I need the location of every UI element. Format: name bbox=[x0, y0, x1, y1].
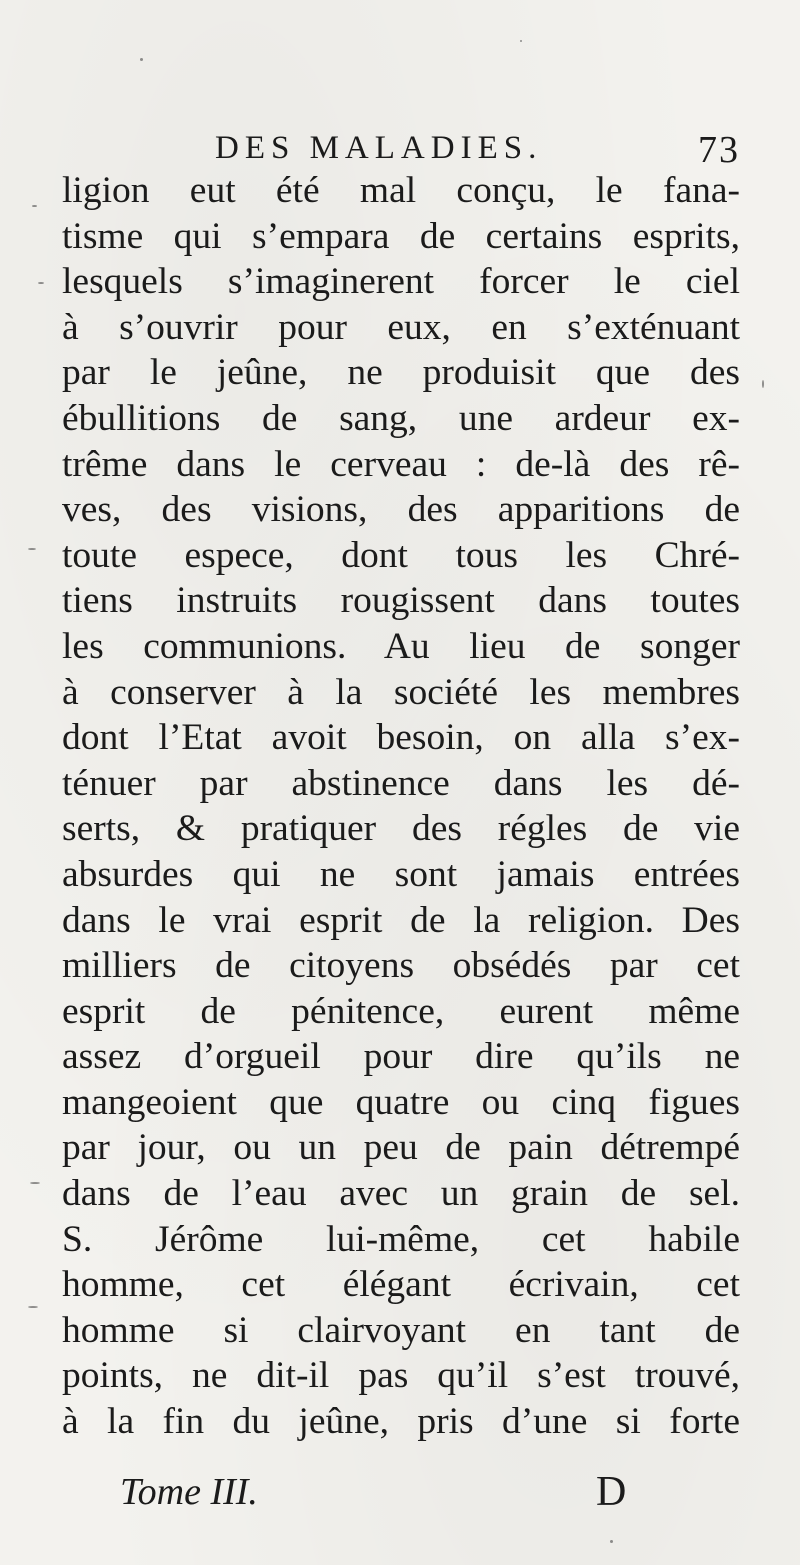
text-line: homme si clairvoyant en tant de bbox=[62, 1309, 740, 1351]
text-line: ténuer par abstinence dans les dé- bbox=[62, 762, 740, 804]
ink-speck bbox=[32, 205, 37, 207]
ink-speck bbox=[38, 282, 44, 284]
text-line: homme, cet élégant écrivain, cet bbox=[62, 1264, 740, 1306]
text-line: par le jeûne, ne produisit que des bbox=[62, 352, 740, 394]
text-line: ébullitions de sang, une ardeur ex- bbox=[62, 397, 740, 439]
text-line: ligion eut été mal conçu, le fana- bbox=[62, 170, 740, 211]
text-line: dans de l’eau avec un grain de sel. bbox=[62, 1173, 740, 1215]
text-line: à la fin du jeûne, pris d’une si forte bbox=[62, 1401, 740, 1443]
ink-speck bbox=[30, 1182, 40, 1184]
signature-mark: D bbox=[596, 1469, 627, 1515]
page-footer bbox=[120, 1470, 640, 1520]
text-line: esprit de pénitence, eurent même bbox=[62, 990, 740, 1032]
ink-speck bbox=[140, 58, 143, 61]
ink-speck bbox=[28, 548, 36, 550]
text-line: par jour, ou un peu de pain détrempé bbox=[62, 1127, 740, 1169]
text-line: lesquels s’imaginerent forcer le ciel bbox=[62, 261, 740, 303]
text-line: S. Jérôme lui-même, cet habile bbox=[62, 1218, 740, 1260]
text-line: mangeoient que quatre ou cinq figues bbox=[62, 1081, 740, 1123]
text-line: tiens instruits rougissent dans toutes bbox=[62, 580, 740, 622]
text-line: les communions. Au lieu de songer bbox=[62, 625, 740, 667]
text-line: trême dans le cerveau : de-là des rê- bbox=[62, 443, 740, 485]
text-line: dont l’Etat avoit besoin, on alla s’ex- bbox=[62, 717, 740, 759]
text-line: milliers de citoyens obsédés par cet bbox=[62, 945, 740, 987]
text-line: à conserver à la société les membres bbox=[62, 671, 740, 713]
ink-speck bbox=[762, 380, 764, 388]
ink-speck bbox=[610, 1540, 613, 1543]
text-line: toute espece, dont tous les Chré- bbox=[62, 534, 740, 576]
running-title: DES MALADIES. bbox=[215, 130, 543, 166]
volume-label: Tome III. bbox=[120, 1471, 258, 1513]
ink-speck bbox=[28, 1306, 38, 1308]
text-line: absurdes qui ne sont jamais entrées bbox=[62, 853, 740, 895]
text-line: à s’ouvrir pour eux, en s’exténuant bbox=[62, 306, 740, 348]
text-line: tisme qui s’empara de certains esprits, bbox=[62, 215, 740, 257]
ink-speck bbox=[520, 40, 522, 42]
text-line: serts, & pratiquer des régles de vie bbox=[62, 808, 740, 850]
running-head bbox=[60, 122, 740, 172]
body-text bbox=[62, 168, 740, 1445]
page-number: 73 bbox=[698, 129, 740, 171]
text-line: dans le vrai esprit de la religion. Des bbox=[62, 899, 740, 941]
text-line: ves, des visions, des apparitions de bbox=[62, 489, 740, 531]
text-line: points, ne dit-il pas qu’il s’est trouvé, bbox=[62, 1355, 740, 1397]
text-line: assez d’orgueil pour dire qu’ils ne bbox=[62, 1036, 740, 1078]
